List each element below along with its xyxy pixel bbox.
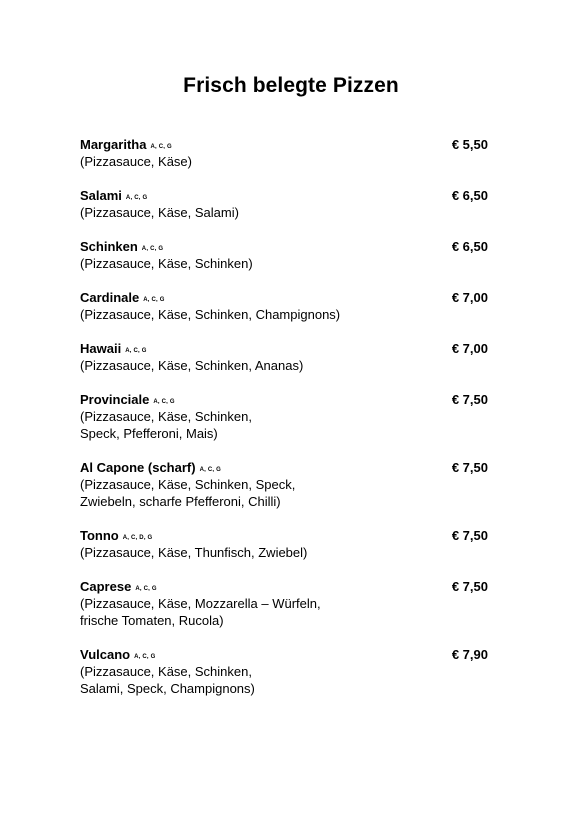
- item-price: € 7,50: [451, 528, 488, 543]
- item-name: Provinciale: [80, 392, 150, 407]
- menu-item: [80, 578, 490, 629]
- item-name: Vulcano: [80, 647, 131, 662]
- menu-item-header: [80, 578, 490, 595]
- item-price: € 7,50: [451, 460, 488, 475]
- item-allergens: A, C, D, G: [122, 535, 153, 541]
- item-name: Schinken: [80, 239, 138, 254]
- menu-item-header: [80, 136, 490, 153]
- item-description: (Pizzasauce, Käse, Schinken, Champignons): [80, 307, 341, 322]
- item-allergens: A, C, G: [125, 348, 147, 354]
- item-name: Cardinale: [80, 290, 140, 305]
- item-description: (Pizzasauce, Käse, Salami): [80, 205, 239, 220]
- item-price: € 7,90: [451, 647, 488, 662]
- menu-item-header: [80, 391, 490, 408]
- menu-item: [80, 238, 490, 272]
- item-price: € 6,50: [451, 188, 488, 203]
- item-price: € 6,50: [451, 239, 488, 254]
- item-description: (Pizzasauce, Käse, Schinken, Salami, Speck, Champignons): [80, 664, 255, 696]
- item-price: € 7,00: [451, 341, 488, 356]
- pizza-menu-list: [80, 136, 490, 714]
- menu-item: [80, 187, 490, 221]
- menu-item-header: [80, 187, 490, 204]
- menu-item-header: [80, 289, 490, 306]
- item-allergens: A, C, G: [135, 586, 157, 592]
- menu-item: [80, 527, 490, 561]
- menu-item: [80, 289, 490, 323]
- menu-item-header: [80, 238, 490, 255]
- item-name: Margaritha: [80, 137, 147, 152]
- item-price: € 7,00: [451, 290, 488, 305]
- item-description: (Pizzasauce, Käse): [80, 154, 192, 169]
- item-allergens: A, C, G: [143, 297, 165, 303]
- item-allergens: A, C, G: [134, 654, 156, 660]
- item-name: Hawaii: [80, 341, 122, 356]
- item-description: (Pizzasauce, Käse, Mozzarella – Würfeln, frische Tomaten, Rucola): [80, 596, 321, 628]
- item-description: (Pizzasauce, Käse, Thunfisch, Zwiebel): [80, 545, 308, 560]
- item-allergens: A, C, G: [150, 144, 172, 150]
- item-allergens: A, C, G: [153, 399, 175, 405]
- item-name: Salami: [80, 188, 122, 203]
- item-price: € 7,50: [451, 579, 488, 594]
- item-description: (Pizzasauce, Käse, Schinken, Ananas): [80, 358, 304, 373]
- menu-item-header: [80, 459, 490, 476]
- menu-item-header: [80, 340, 490, 357]
- menu-item: [80, 391, 490, 442]
- menu-item-header: [80, 527, 490, 544]
- menu-item: [80, 459, 490, 510]
- item-allergens: A, C, G: [199, 467, 221, 473]
- item-description: (Pizzasauce, Käse, Schinken, Speck, Pfefferoni, Mais): [80, 409, 252, 441]
- menu-item-header: [80, 646, 490, 663]
- item-name: Al Capone (scharf): [80, 460, 196, 475]
- item-allergens: A, C, G: [141, 246, 164, 252]
- menu-item: [80, 340, 490, 374]
- item-description: (Pizzasauce, Käse, Schinken): [80, 256, 253, 271]
- item-price: € 7,50: [451, 392, 488, 407]
- item-description: (Pizzasauce, Käse, Schinken, Speck, Zwiebeln, scharfe Pfefferoni, Chilli): [80, 477, 296, 509]
- menu-item: [80, 646, 490, 697]
- item-name: Caprese: [80, 579, 132, 594]
- item-allergens: A, C, G: [125, 195, 148, 201]
- menu-item: [80, 136, 490, 170]
- item-name: Tonno: [80, 528, 119, 543]
- page-title: Frisch belegte Pizzen: [183, 74, 399, 97]
- item-price: € 5,50: [451, 137, 488, 152]
